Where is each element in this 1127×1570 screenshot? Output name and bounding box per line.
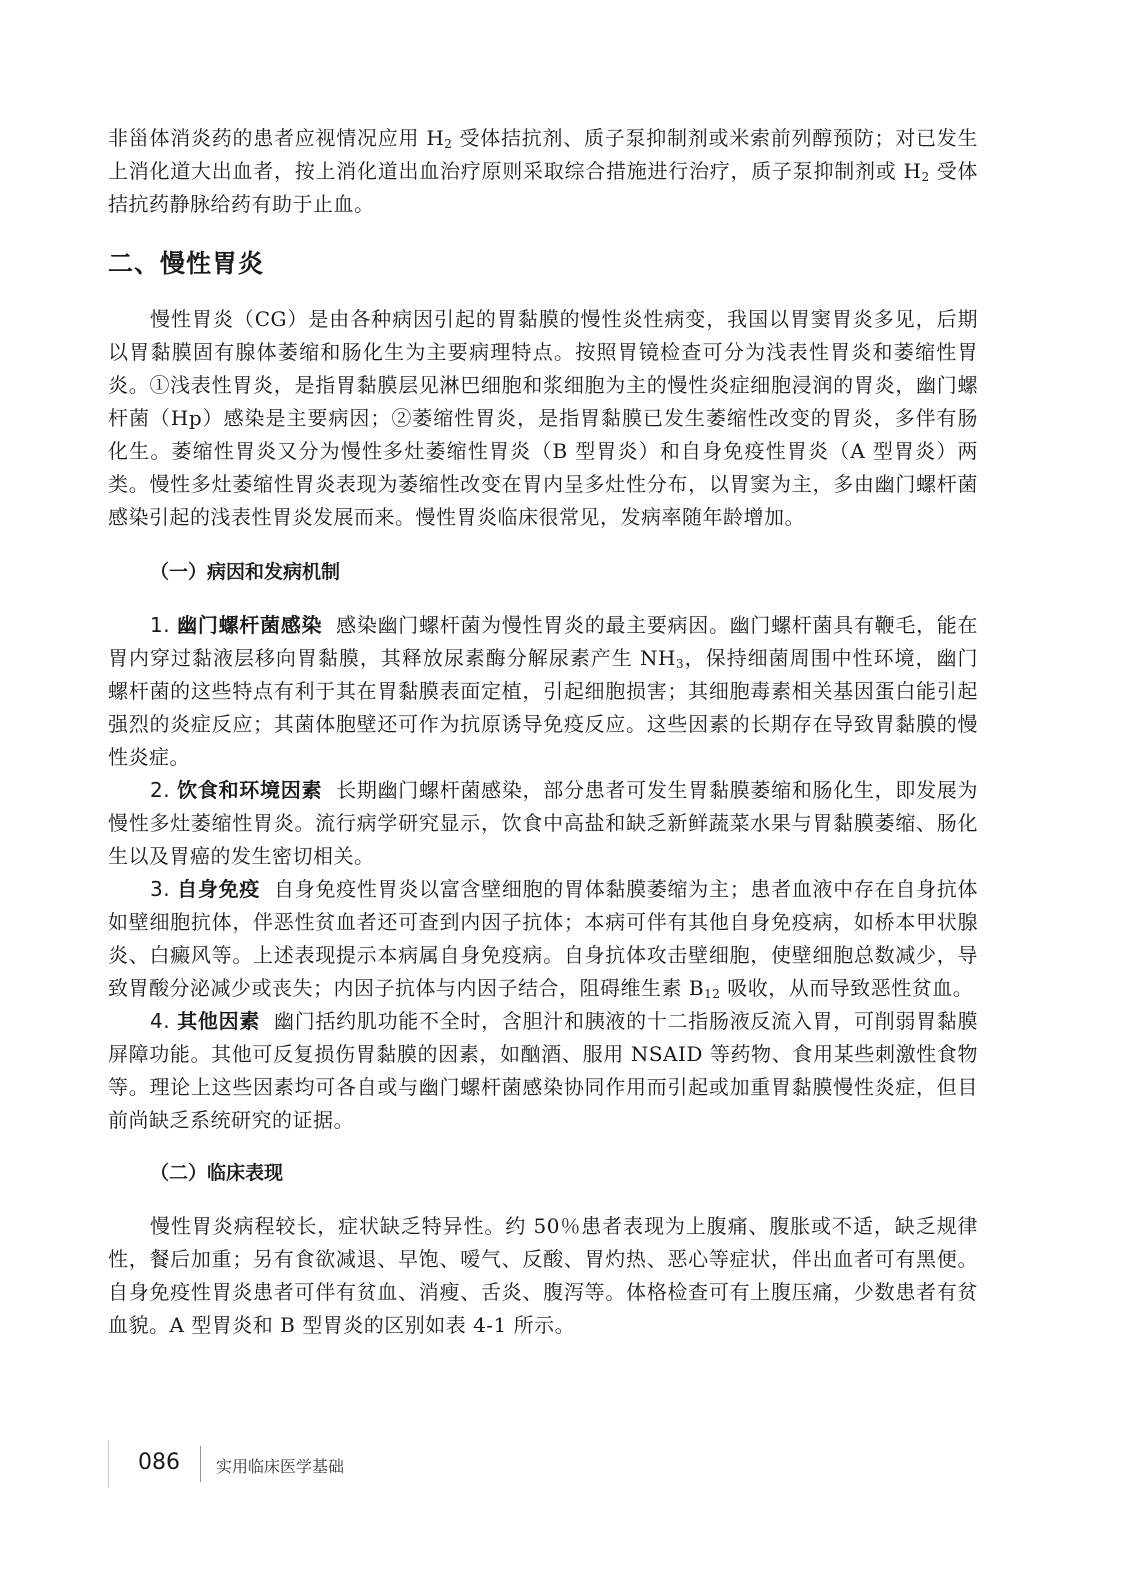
- cause-text: 吸收，从而导致恶性贫血。: [720, 976, 974, 1000]
- cause-number: 1.: [150, 613, 171, 637]
- page-number: 086: [138, 1450, 180, 1475]
- cause-text: 感染幽门螺杆菌为慢性胃炎的最主要病因。幽门螺杆菌具有鞭毛，能在胃内穿过黏液层移向胃黏膜，其释放尿素酶分解尿素产生 NH: [108, 613, 979, 670]
- footer-divider: [200, 1446, 201, 1482]
- cause-item-2: [108, 774, 978, 873]
- book-title: 实用临床医学基础: [216, 1457, 345, 1476]
- intro-subscript-2: 2: [921, 170, 930, 184]
- cause-term: 自身免疫: [177, 877, 261, 901]
- cause-term: 其他因素: [177, 1009, 261, 1033]
- overview-paragraph: 慢性胃炎（CG）是由各种病因引起的胃黏膜的慢性炎性病变，我国以胃窦胃炎多见，后期以胃黏膜固有腺体萎缩和肠化生为主要病理特点。按照胃镜检查可分为浅表性胃炎和萎缩性胃炎。①浅表性胃炎，是指胃黏膜层见淋巴细胞和浆细胞为主的慢性炎症细胞浸润的胃炎，幽门螺杆菌（Hp）感染是主要病因；②萎缩性胃炎，是指胃黏膜已发生萎缩性改变的胃炎，多伴有肠化生。萎缩性胃炎又分为慢性多灶萎缩性胃炎（B 型胃炎）和自身免疫性胃炎（A 型胃炎）两类。慢性多灶萎缩性胃炎表现为萎缩性改变在胃内呈多灶性分布，以胃窦为主，多由幽门螺杆菌感染引起的浅表性胃炎发展而来。慢性胃炎临床很常见，发病率随年龄增加。: [108, 307, 978, 529]
- cause-number: 2.: [150, 778, 171, 802]
- section-title: 二、慢性胃炎: [108, 249, 265, 278]
- intro-text-2: 受体拮抗剂、质子泵抑制剂或米索前列醇预防；对已发生上消化道大出血者，按上消化道出血治疗原则采取综合措施进行治疗，质子泵抑制剂或 H: [108, 126, 978, 183]
- cause-text: ，保持细菌周围中性环境，幽门螺杆菌的这些特点有利于其在胃黏膜表面定植，引起细胞损害；其细胞毒素相关基因蛋白能引起强烈的炎症反应；其菌体胞壁还可作为抗原诱导免疫反应。这些因素的长期存在导致胃黏膜的慢性炎症。: [108, 646, 978, 769]
- subsection-title-clinical: （二）临床表现: [150, 1162, 284, 1184]
- cause-text: 长期幽门螺杆菌感染，部分患者可发生胃黏膜萎缩和肠化生，即发展为慢性多灶萎缩性胃炎。流行病学研究显示，饮食中高盐和缺乏新鲜蔬菜水果与胃黏膜萎缩、肠化生以及胃癌的发生密切相关。: [108, 778, 979, 868]
- cause-number: 3.: [150, 877, 171, 901]
- intro-paragraph: [108, 122, 978, 221]
- cause-item-4: [108, 1005, 978, 1137]
- cause-subscript: 3: [676, 657, 685, 671]
- intro-text-3: 受体拮抗药静脉给药有助于止血。: [108, 159, 978, 216]
- intro-text-1: 非甾体消炎药的患者应视情况应用 H: [108, 126, 445, 150]
- cause-item-1: [108, 609, 978, 774]
- cause-term: 饮食和环境因素: [177, 778, 323, 802]
- cause-number: 4.: [150, 1009, 171, 1033]
- footer-divider-left: [108, 1440, 109, 1488]
- cause-term: 幽门螺杆菌感染: [177, 613, 323, 637]
- page-body: [108, 122, 978, 1342]
- clinical-paragraph: 慢性胃炎病程较长，症状缺乏特异性。约 50％患者表现为上腹痛、腹胀或不适，缺乏规律性，餐后加重；另有食欲减退、早饱、嗳气、反酸、胃灼热、恶心等症状，伴出血者可有黑便。自身免疫性胃炎患者可伴有贫血、消瘦、舌炎、腹泻等。体格检查可有上腹压痛，少数患者有贫血貌。A 型胃炎和 B 型胃炎的区别如表 4-1 所示。: [108, 1214, 978, 1337]
- subsection-title-causes: （一）病因和发病机制: [150, 561, 341, 583]
- cause-text: 自身免疫性胃炎以富含壁细胞的胃体黏膜萎缩为主；患者血液中存在自身抗体如壁细胞抗体，伴恶性贫血者还可查到内因子抗体；本病可伴有其他自身免疫病，如桥本甲状腺炎、白癜风等。上述表现提示本病属自身免疫病。自身抗体攻击壁细胞，使壁细胞总数减少，导致胃酸分泌减少或丧失；内因子抗体与内因子结合，阻碍维生素 B: [108, 877, 979, 1000]
- cause-subscript: 12: [704, 987, 721, 1001]
- cause-item-3: [108, 873, 978, 1005]
- cause-text: 幽门括约肌功能不全时，含胆汁和胰液的十二指肠液反流入胃，可削弱胃黏膜屏障功能。其他可反复损伤胃黏膜的因素，如酗酒、服用 NSAID 等药物、食用某些刺激性食物等。理论上这些因素均可各自或与幽门螺杆菌感染协同作用而引起或加重胃黏膜慢性炎症，但目前尚缺乏系统研究的证据。: [108, 1009, 979, 1132]
- intro-subscript-1: 2: [444, 137, 453, 151]
